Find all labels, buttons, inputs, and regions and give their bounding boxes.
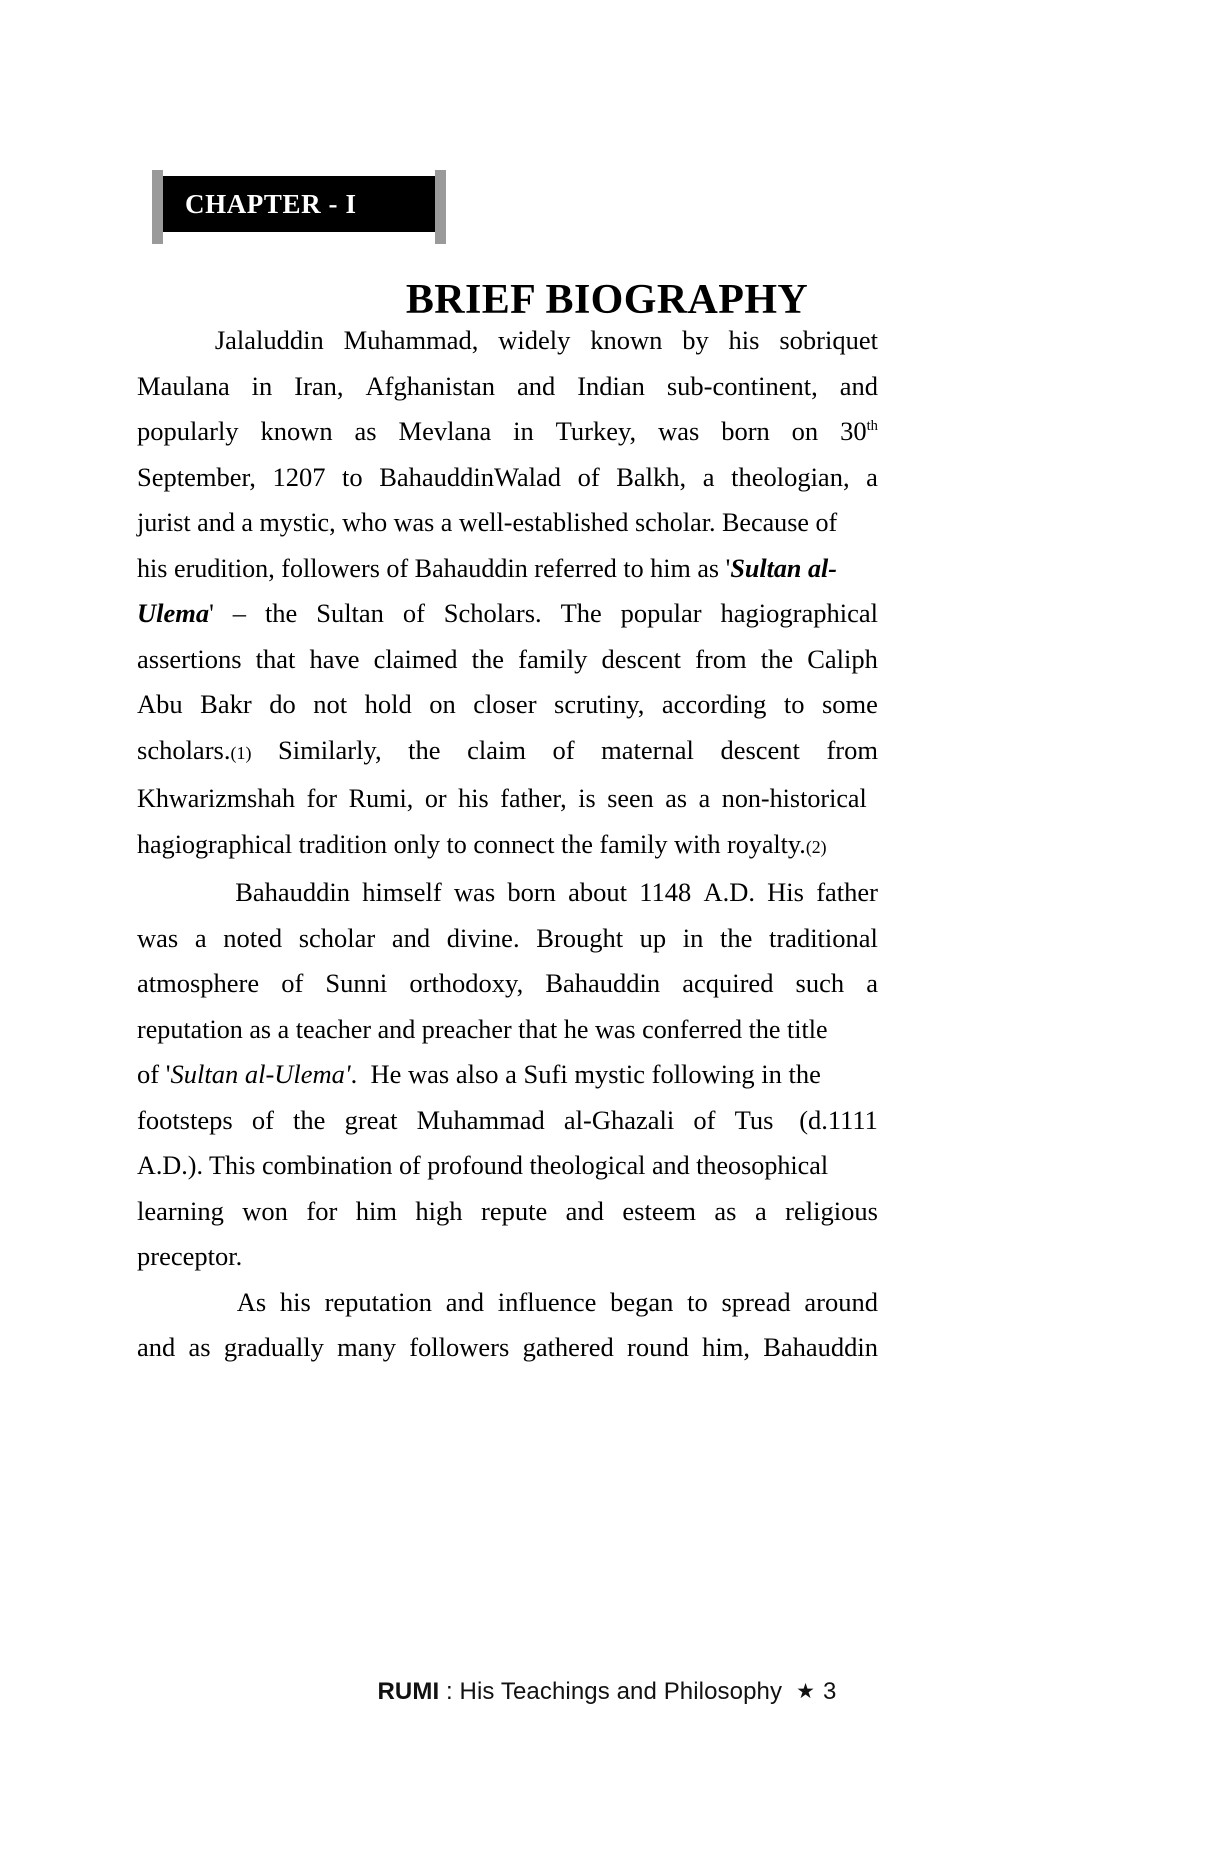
text-line: preceptor. — [137, 1241, 243, 1271]
text-line: A.D.). This combination of profound theological and theosophical — [137, 1150, 829, 1180]
page-title: BRIEF BIOGRAPHY — [405, 277, 809, 324]
text-line: learning won for him high repute and esteem as a religious — [137, 1195, 878, 1226]
footer-separator: : — [439, 1678, 460, 1705]
text-line: his erudition, followers of Bahauddin referred to him as 'Sultan al- — [137, 552, 837, 583]
emphasis-bold-italic: Ulema — [137, 598, 210, 628]
text-line: Bahauddin himself was born about 1148 A.D. His father — [235, 877, 878, 907]
text-line: of 'Sultan al-Ulema'. He was also a Sufi mystic following in the — [137, 1059, 821, 1089]
text-line: Maulana in Iran, Afghanistan and Indian sub-continent, and — [137, 370, 878, 401]
paragraph-1 — [137, 318, 878, 870]
paragraph-3 — [137, 1280, 878, 1371]
text-line: Jalaluddin Muhammad, widely known by his sobriquet — [214, 325, 878, 355]
text-line: and as gradually many followers gathered round him, Bahauddin — [137, 1332, 878, 1362]
text-line: reputation as a teacher and preacher that he was conferred the title — [137, 1013, 828, 1044]
footer-brand: RUMI — [377, 1678, 440, 1705]
text-line: Ulema' – the Sultan of Scholars. The popular hagiographical — [137, 598, 878, 628]
chapter-label: CHAPTER - I — [185, 188, 357, 219]
text-line: assertions that have claimed the family descent from the Caliph — [137, 643, 878, 674]
text-line: scholars.(1) Similarly, the claim of maternal descent from — [137, 734, 878, 765]
star-icon: ★ — [796, 1680, 816, 1703]
text-line: hagiographical tradition only to connect the family with royalty.(2) — [137, 828, 827, 859]
text-line: footsteps of the great Muhammad al-Ghazali of Tus (d.1111 — [137, 1104, 878, 1135]
text-line: As his reputation and influence began to spread around — [236, 1286, 878, 1317]
banner-left-cap — [152, 170, 163, 244]
page-number: 3 — [823, 1678, 837, 1705]
emphasis-bold-italic: Sultan al- — [730, 552, 837, 583]
banner-body — [163, 176, 435, 232]
text-line: jurist and a mystic, who was a well-established scholar. Because of — [137, 507, 838, 537]
banner-right-cap — [435, 170, 446, 244]
text-line: atmosphere of Sunni orthodoxy, Bahauddin acquired such a — [137, 968, 878, 998]
text-line: Khwarizmshah for Rumi, or his father, is seen as a non-historical — [137, 783, 867, 813]
emphasis-italic: Sultan al-Ulema' — [170, 1059, 351, 1089]
footnote-marker: (2) — [805, 836, 827, 857]
text-line: Abu Bakr do not hold on closer scrutiny, according to some — [137, 689, 878, 719]
text-line: September, 1207 to BahauddinWalad of Balkh, a theologian, a — [137, 461, 878, 492]
text-line: popularly known as Mevlana in Turkey, was born on 30th — [137, 416, 878, 446]
footnote-marker: (1) — [230, 742, 252, 763]
ordinal-superscript: th — [866, 418, 878, 435]
chapter-banner — [152, 176, 446, 232]
paragraph-2 — [137, 870, 878, 1280]
body-text — [137, 318, 878, 1371]
text-line: was a noted scholar and divine. Brought up in the traditional — [137, 922, 878, 953]
footer-subtitle: His Teachings and Philosophy — [459, 1678, 783, 1705]
page-footer — [0, 1678, 1214, 1706]
